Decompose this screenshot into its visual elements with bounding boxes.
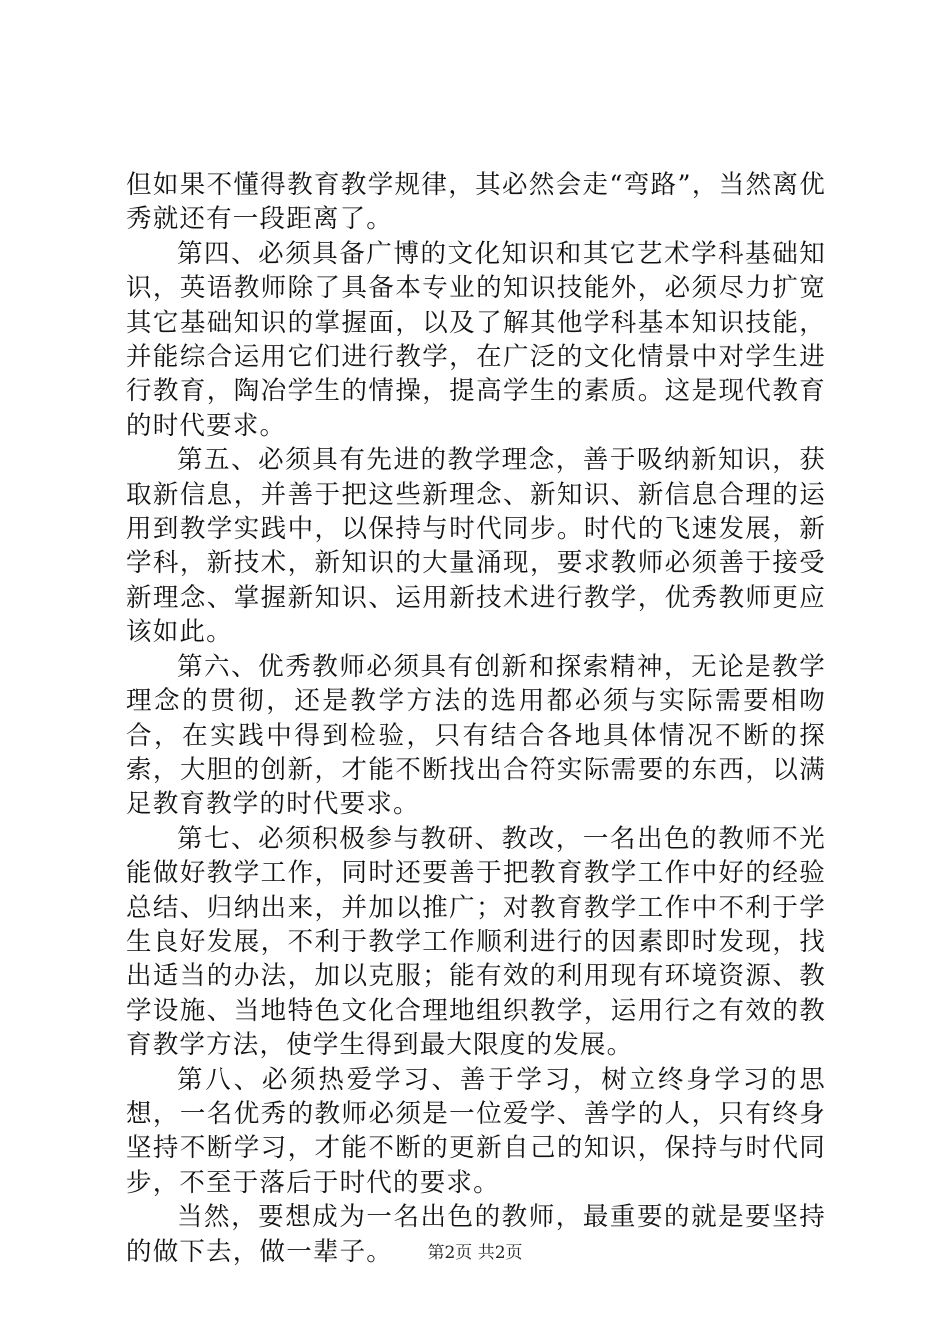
paragraph-point-five: 第五、必须具有先进的教学理念，善于吸纳新知识，获取新信息，并善于把这些新理念、新知识、新信息合理的运用到教学实践中，以保持与时代同步。时代的飞速发展，新学科，新技术，新知识的大量涌现，要求教师必须善于接受新理念、掌握新知识、运用新技术进行教学，优秀教师更应该如此。 bbox=[126, 445, 826, 648]
paragraph-point-six: 第六、优秀教师必须具有创新和探索精神，无论是教学理念的贯彻，还是教学方法的选用都必须与实际需要相吻合，在实践中得到检验，只有结合各地具体情况不断的探索，大胆的创新，才能不断找出合符实际需要的东西，以满足教育教学的时代要求。 bbox=[126, 651, 826, 820]
paragraph-point-four: 第四、必须具备广博的文化知识和其它艺术学科基础知识，英语教师除了具备本专业的知识技能外，必须尽力扩宽其它基础知识的掌握面，以及了解其他学科基本知识技能，并能综合运用它们进行教学，在广泛的文化情景中对学生进行教育，陶冶学生的情操，提高学生的素质。这是现代教育的时代要求。 bbox=[126, 238, 826, 441]
paragraph-conclusion: 当然，要想成为一名出色的教师，最重要的就是要坚持的做下去，做一辈子。 bbox=[126, 1202, 826, 1267]
page-number-footer: 第2页 共2页 bbox=[427, 1243, 523, 1263]
paragraph-continuation: 但如果不懂得教育教学规律，其必然会走“弯路”，当然离优秀就还有一段距离了。 bbox=[126, 170, 826, 235]
paragraph-point-seven: 第七、必须积极参与教研、教改，一名出色的教师不光能做好教学工作，同时还要善于把教育教学工作中好的经验总结、归纳出来，并加以推广；对教育教学工作中不利于学生良好发展，不利于教学工作顺利进行的因素即时发现，找出适当的办法，加以克服；能有效的利用现有环境资源、教学设施、当地特色文化合理地组织教学，运用行之有效的教育教学方法，使学生得到最大限度的发展。 bbox=[126, 823, 826, 1061]
paragraph-point-eight: 第八、必须热爱学习、善于学习，树立终身学习的思想，一名优秀的教师必须是一位爱学、善学的人，只有终身坚持不断学习，才能不断的更新自己的知识，保持与时代同步，不至于落后于时代的要求。 bbox=[126, 1064, 826, 1198]
document-body bbox=[126, 168, 826, 1269]
